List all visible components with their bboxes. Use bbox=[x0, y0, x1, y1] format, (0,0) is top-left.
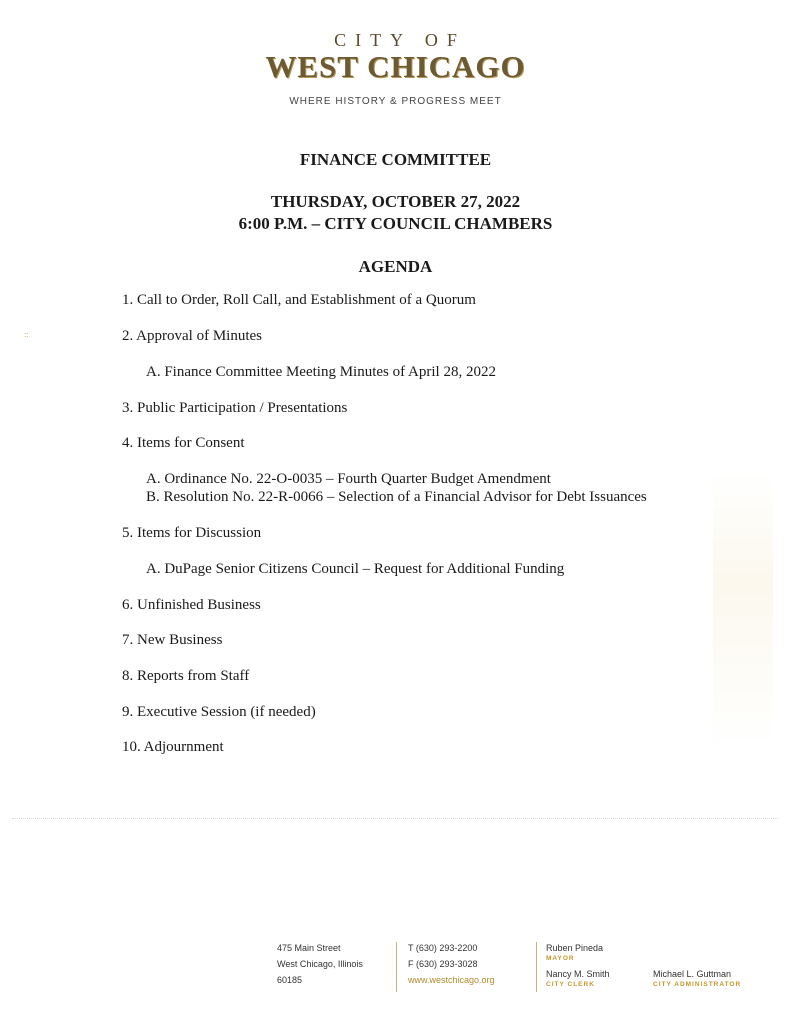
agenda-item: 9. Executive Session (if needed) bbox=[122, 704, 316, 720]
address-zip: 60185 bbox=[277, 975, 303, 985]
agenda-item: 2. Approval of Minutes bbox=[122, 328, 262, 344]
watermark bbox=[713, 470, 773, 750]
footer-administrator bbox=[653, 968, 741, 989]
address-city: West Chicago, Illinois bbox=[277, 959, 363, 969]
address-street: 475 Main Street bbox=[277, 943, 341, 953]
fax: F (630) 293-3028 bbox=[408, 959, 478, 969]
agenda-subitem: B. Resolution No. 22-R-0066 – Selection of a Financial Advisor for Debt Issuances bbox=[146, 489, 647, 505]
agenda-item: 5. Items for Discussion bbox=[122, 525, 262, 541]
letterhead bbox=[0, 30, 791, 107]
footer-separator bbox=[396, 942, 397, 992]
mayor-name: Ruben Pineda bbox=[546, 943, 604, 953]
footer-contact bbox=[408, 940, 495, 988]
logo-city-of: CITY OF bbox=[334, 30, 466, 50]
agenda-item: 8. Reports from Staff bbox=[122, 668, 250, 684]
agenda-subitem: A. Finance Committee Meeting Minutes of April 28, 2022 bbox=[146, 364, 496, 380]
meeting-date: THURSDAY, OCTOBER 27, 2022 bbox=[270, 192, 521, 211]
margin-mark: :: bbox=[24, 330, 29, 339]
mayor-role: MAYOR bbox=[546, 955, 575, 962]
meeting-time-place: 6:00 P.M. – CITY COUNCIL CHAMBERS bbox=[238, 214, 553, 233]
admin-role: CITY ADMINISTRATOR bbox=[653, 981, 742, 988]
page-divider bbox=[12, 818, 778, 819]
admin-name: Michael L. Guttman bbox=[653, 969, 732, 979]
agenda-subitem: A. Ordinance No. 22-O-0035 – Fourth Quarter Budget Amendment bbox=[146, 471, 551, 487]
committee-title: FINANCE COMMITTEE bbox=[299, 150, 492, 169]
footer-address bbox=[277, 940, 363, 988]
agenda-item: 4. Items for Consent bbox=[122, 435, 245, 451]
website-link[interactable]: www.westchicago.org bbox=[408, 975, 495, 985]
clerk-role: CITY CLERK bbox=[546, 981, 595, 988]
agenda-item: 6. Unfinished Business bbox=[122, 597, 261, 613]
tagline: WHERE HISTORY & PROGRESS MEET bbox=[289, 96, 502, 107]
footer-officials bbox=[546, 942, 610, 989]
logo-city-name: WEST CHICAGO bbox=[265, 49, 526, 84]
clerk-name: Nancy M. Smith bbox=[546, 969, 610, 979]
footer-separator bbox=[536, 942, 537, 992]
agenda-title: AGENDA bbox=[358, 257, 433, 276]
agenda-subitem: A. DuPage Senior Citizens Council – Request for Additional Funding bbox=[146, 561, 565, 577]
agenda-item: 7. New Business bbox=[122, 632, 223, 648]
agenda-item: 10. Adjournment bbox=[122, 739, 224, 755]
agenda-item: 1. Call to Order, Roll Call, and Establishment of a Quorum bbox=[122, 292, 476, 308]
agenda-item: 3. Public Participation / Presentations bbox=[122, 400, 348, 416]
phone: T (630) 293-2200 bbox=[408, 943, 478, 953]
